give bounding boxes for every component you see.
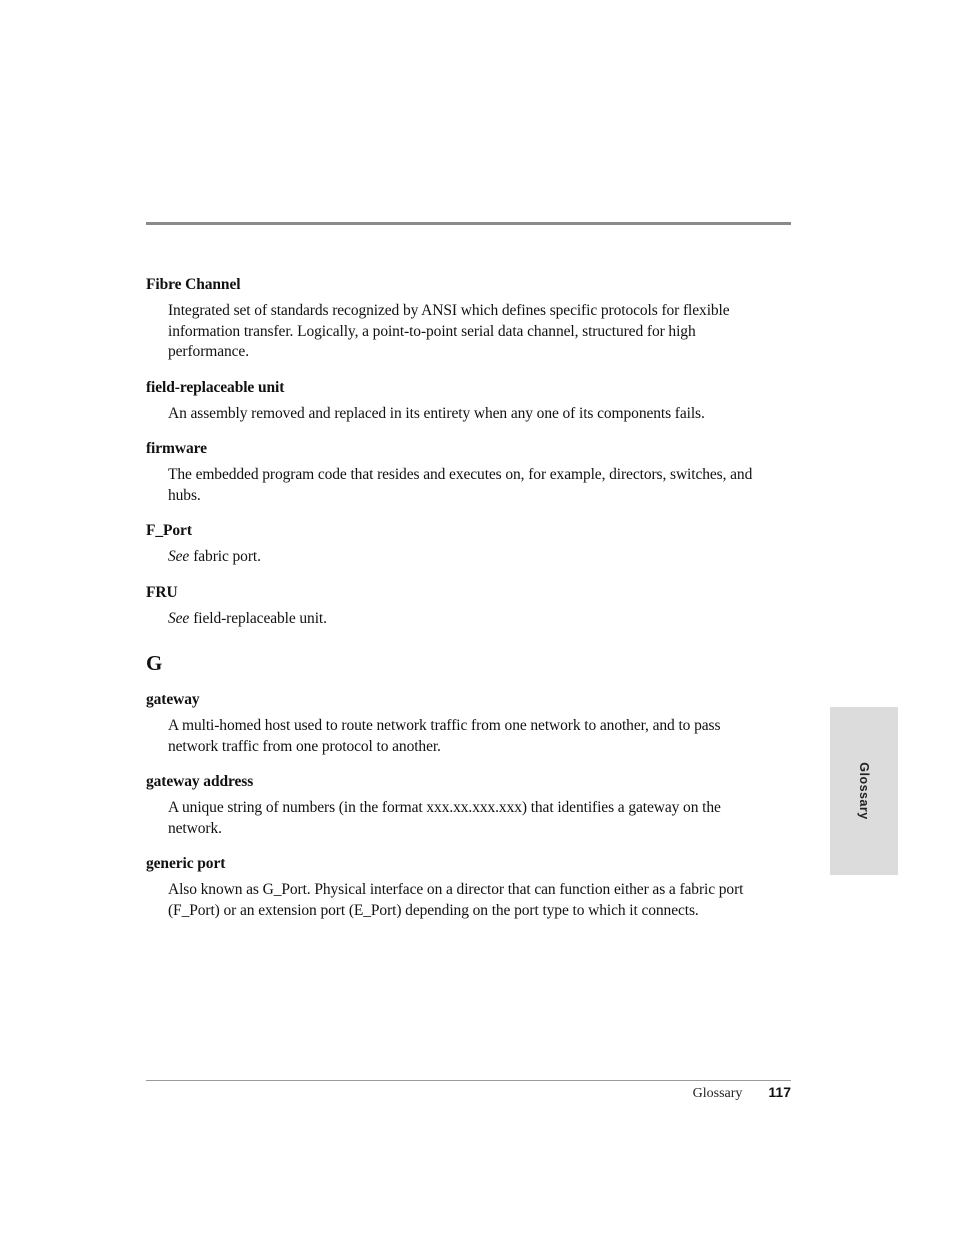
glossary-definition: Also known as G_Port. Physical interface on a director that can function either as a fabric port (F_Port) or an extension port (E_Port) depending on the port type to which it connects.	[168, 881, 744, 919]
page-number: 117	[768, 1084, 791, 1100]
glossary-term: FRU	[146, 583, 178, 601]
glossary-list	[146, 275, 776, 936]
glossary-term: firmware	[146, 440, 207, 457]
glossary-definition	[168, 547, 768, 568]
glossary-term: gateway address	[146, 773, 254, 790]
page-footer	[693, 1084, 791, 1102]
section-tab-label: Glossary	[857, 762, 871, 820]
section-thumb-tab	[830, 707, 898, 875]
see-reference-label: See	[168, 609, 190, 627]
glossary-term: F_Port	[146, 522, 192, 539]
cross-reference-link: field-replaceable unit.	[193, 609, 327, 627]
cross-reference-link: fabric port.	[193, 548, 261, 565]
glossary-term: generic port	[146, 855, 226, 872]
glossary-definition: Integrated set of standards recognized by ANSI which defines specific protocols for flexible information transfer. Logically, a point-to-point serial data channel, structured for high performance.	[168, 302, 730, 360]
section-letter-heading: G	[146, 651, 163, 675]
footer-rule	[146, 1080, 791, 1081]
glossary-term: Fibre Channel	[146, 276, 241, 293]
see-reference-label: See	[168, 548, 190, 565]
glossary-definition: The embedded program code that resides and executes on, for example, directors, switches, and hubs.	[168, 466, 753, 504]
glossary-definition	[168, 609, 768, 630]
glossary-term: field-replaceable unit	[146, 378, 285, 396]
glossary-definition: A unique string of numbers (in the format xxx.xx.xxx.xxx) that identifies a gateway on the network.	[168, 799, 721, 837]
glossary-definition: A multi-homed host used to route network traffic from one network to another, and to pass network traffic from one protocol to another.	[168, 717, 721, 755]
footer-section-title: Glossary	[692, 1086, 743, 1101]
glossary-term: gateway	[146, 691, 200, 708]
glossary-definition: An assembly removed and replaced in its entirety when any one of its components fails.	[168, 404, 705, 422]
header-rule	[146, 222, 791, 225]
